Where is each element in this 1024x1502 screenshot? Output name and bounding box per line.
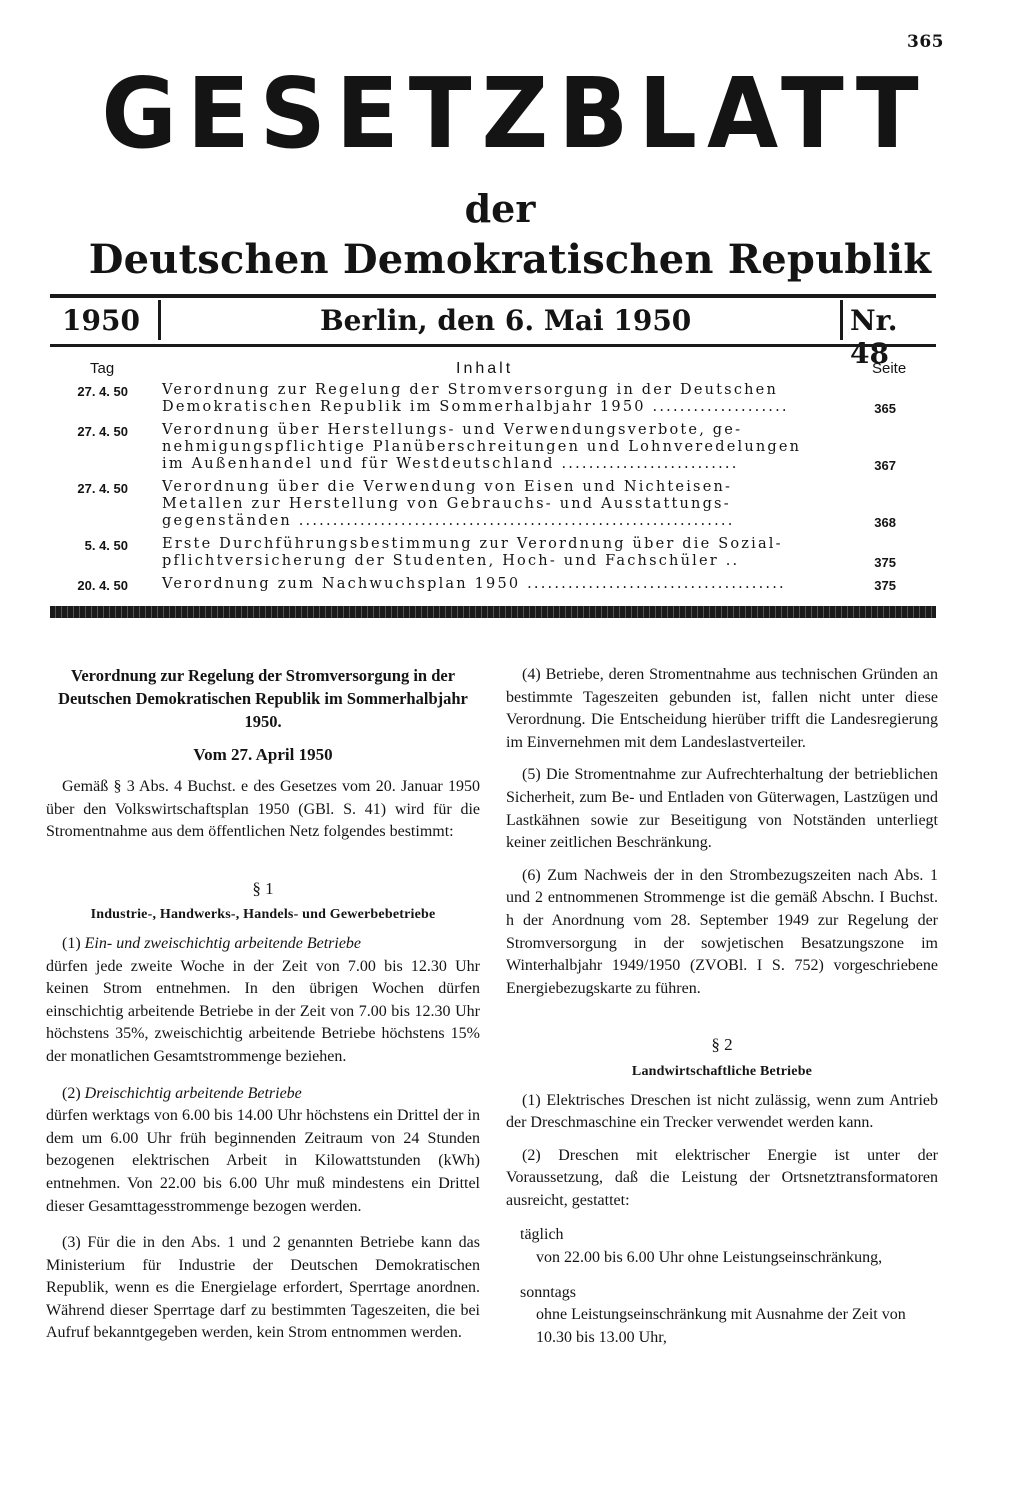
toc-entry-page: 367 bbox=[874, 458, 896, 473]
issue-place-date: Berlin, den 6. Mai 1950 bbox=[320, 304, 692, 337]
toc-entry[interactable] bbox=[50, 422, 930, 473]
toc-entry-title: Verordnung zur Regelung der Stromversorgung in der Deutschen Demokratischen Republik im Sommerhalbjahr 1950 .................... bbox=[162, 382, 789, 415]
toc-entry-page: 368 bbox=[874, 515, 896, 530]
sunday-text: ohne Leistungseinschränkung mit Ausnahme der Zeit von 10.30 bis 13.00 Uhr, bbox=[536, 1306, 906, 1346]
toc-entry-title: Verordnung über Herstellungs- und Verwendungsverbote, ge- nehmigungspflichtige Planüberschreitungen und Lohnveredelungen im Außenhandel und für Westdeutschland .......................... bbox=[162, 422, 802, 472]
paragraph-2-text: dürfen werktags von 6.00 bis 14.00 Uhr höchstens ein Drittel der in dem um 6.00 Uhr früh beginnenden Zeitraum von 24 Stunden bezogenen elektrischen Arbeit in Kilowattstunden (kWh) entnehmen. Von 22.00 bis 6.00 Uhr muß mindestens ein Drittel dieser Gesamttagesstrommenge bezogen werden. bbox=[46, 1107, 480, 1215]
paragraph-1-label: (1) bbox=[62, 934, 81, 952]
issue-divider bbox=[840, 300, 843, 340]
paragraph-2-italic: Dreischichtig arbeitende Betriebe bbox=[84, 1084, 302, 1102]
issue-rule bbox=[50, 344, 936, 347]
paragraph-1-italic: Ein- und zweischichtig arbeitende Betriebe bbox=[84, 934, 362, 952]
toc-entry-date: 5. 4. 50 bbox=[84, 538, 128, 553]
toc-col-page: Seite bbox=[872, 360, 907, 377]
masthead-subtitle-der: der bbox=[464, 186, 536, 231]
section-separator bbox=[50, 606, 936, 618]
decree-heading: Verordnung zur Regelung der Stromversorgung in der Deutschen Demokratischen Republik im Sommerhalbjahr 1950. bbox=[58, 666, 468, 731]
paragraph-2-label: (2) bbox=[62, 1084, 81, 1102]
decree-date: Vom 27. April 1950 bbox=[193, 745, 333, 764]
toc-entry-date: 20. 4. 50 bbox=[77, 578, 128, 593]
paragraph-5: (5) Die Stromentnahme zur Aufrechterhaltung der betrieblichen Sicherheit, zum Be- und Entladen von Güterwagen, Lastzügen und Lastkähnen sowie zur Beseitigung von Notständen unterliegt keiner zeitlichen Beschränkung. bbox=[506, 766, 938, 852]
toc-entry-title: Erste Durchführungsbestimmung zur Verordnung über die Sozial- pflichtversicherung der Studenten, Hoch- und Fachschüler .. bbox=[162, 536, 783, 569]
table-of-contents bbox=[50, 382, 930, 593]
issue-year: 1950 bbox=[62, 304, 140, 337]
sunday-label: sonntags bbox=[520, 1283, 576, 1301]
right-column bbox=[506, 664, 938, 1349]
toc-col-date: Tag bbox=[90, 360, 115, 377]
toc-entry[interactable] bbox=[50, 536, 930, 570]
section-2-mark: § 2 bbox=[711, 1035, 733, 1055]
section-1-mark: § 1 bbox=[252, 878, 274, 898]
paragraph-4: (4) Betriebe, deren Stromentnahme aus technischen Gründen an bestimmte Tageszeiten gebunden ist, fallen nicht unter diese Verordnung. Die Entscheidung hierüber trifft die Landesregierung im Einvernehmen mit dem Landeslastverteiler. bbox=[506, 666, 938, 751]
toc-entry[interactable] bbox=[50, 382, 930, 416]
issue-number: Nr. 48 bbox=[850, 304, 898, 370]
daily-text: von 22.00 bis 6.00 Uhr ohne Leistungseinschränkung, bbox=[536, 1249, 883, 1267]
top-rule bbox=[50, 294, 936, 298]
toc-entry-date: 27. 4. 50 bbox=[77, 481, 128, 496]
toc-entry-page: 365 bbox=[874, 401, 896, 416]
toc-entry-title: Verordnung über die Verwendung von Eisen und Nichteisen- Metallen zur Herstellung von Gebrauchs- und Ausstattungs- gegenständen ................................................................ bbox=[162, 479, 735, 529]
toc-entry[interactable] bbox=[50, 479, 930, 530]
section-2-paragraph-2: (2) Dreschen mit elektrischer Energie ist unter der Voraussetzung, daß die Leistung der Ortsnetztransformatoren ausreicht, gestattet: bbox=[506, 1146, 938, 1209]
toc-entry[interactable] bbox=[50, 576, 930, 593]
section-2-title: Landwirtschaftliche Betriebe bbox=[631, 1063, 813, 1079]
paragraph-3: (3) Für die in den Abs. 1 und 2 genannten Betriebe kann das Ministerium für Industrie der Deutschen Demokratischen Republik, wenn es die Energielage erfordert, Sperrtage anordnen. Während dieser Sperrtage darf zu bestimmten Tageszeiten, die bei Aufruf bekanntgegeben werden, kein Strom entnommen werden. bbox=[46, 1234, 480, 1342]
masthead-subtitle-country: Deutschen Demokratischen Republik bbox=[88, 236, 932, 283]
section-1-title: Industrie-, Handwerks-, Handels- und Gewerbebetriebe bbox=[90, 907, 436, 923]
paragraph-1-label-line bbox=[46, 933, 480, 956]
decree-intro: Gemäß § 3 Abs. 4 Buchst. e des Gesetzes vom 20. Januar 1950 über den Volkswirtschaftsplan 1950 (GBl. S. 41) wird für die Stromentnahme aus dem öffentlichen Netz folgendes bestimmt: bbox=[46, 778, 480, 841]
paragraph-6: (6) Zum Nachweis der in den Strombezugszeiten nach Abs. 1 und 2 entnommenen Strommenge ist die gemäß Abschn. I Buchst. h der Anordnung vom 28. September 1949 zur Regelung der Stromversorgung in der sowjetischen Besatzungszone im Winterhalbjahr 1949/1950 (ZVOBl. I S. 752) vorgeschriebene Energiebezugskarte zu führen. bbox=[506, 866, 938, 997]
page-number: 365 bbox=[907, 32, 944, 52]
toc-entry-date: 27. 4. 50 bbox=[77, 424, 128, 439]
toc-entry-date: 27. 4. 50 bbox=[77, 384, 128, 399]
toc-entry-page: 375 bbox=[874, 578, 896, 593]
toc-entry-page: 375 bbox=[874, 555, 896, 570]
paragraph-1-text: dürfen jede zweite Woche in der Zeit von 7.00 bis 12.30 Uhr keinen Strom entnehmen. In den übrigen Wochen dürfen einschichtig arbeitende Betriebe in der Zeit von 7.00 bis 12.30 Uhr höchstens 35%, zweischichtig arbeitende Betriebe höchstens 15% der monatlichen Gesamtstrommenge beziehen. bbox=[46, 957, 480, 1065]
section-2-paragraph-1: (1) Elektrisches Dreschen ist nicht zulässig, wenn zum Antrieb der Dreschmaschine ein Trecker verwendet werden kann. bbox=[506, 1091, 938, 1132]
issue-divider bbox=[158, 300, 161, 340]
left-column bbox=[46, 664, 480, 1345]
masthead-title: GESETZBLATT bbox=[101, 56, 929, 171]
toc-heading: Inhalt bbox=[456, 360, 514, 377]
paragraph-2-label-line bbox=[46, 1083, 480, 1106]
daily-label: täglich bbox=[520, 1226, 564, 1244]
toc-entry-title: Verordnung zum Nachwuchsplan 1950 ...................................... bbox=[162, 576, 786, 592]
